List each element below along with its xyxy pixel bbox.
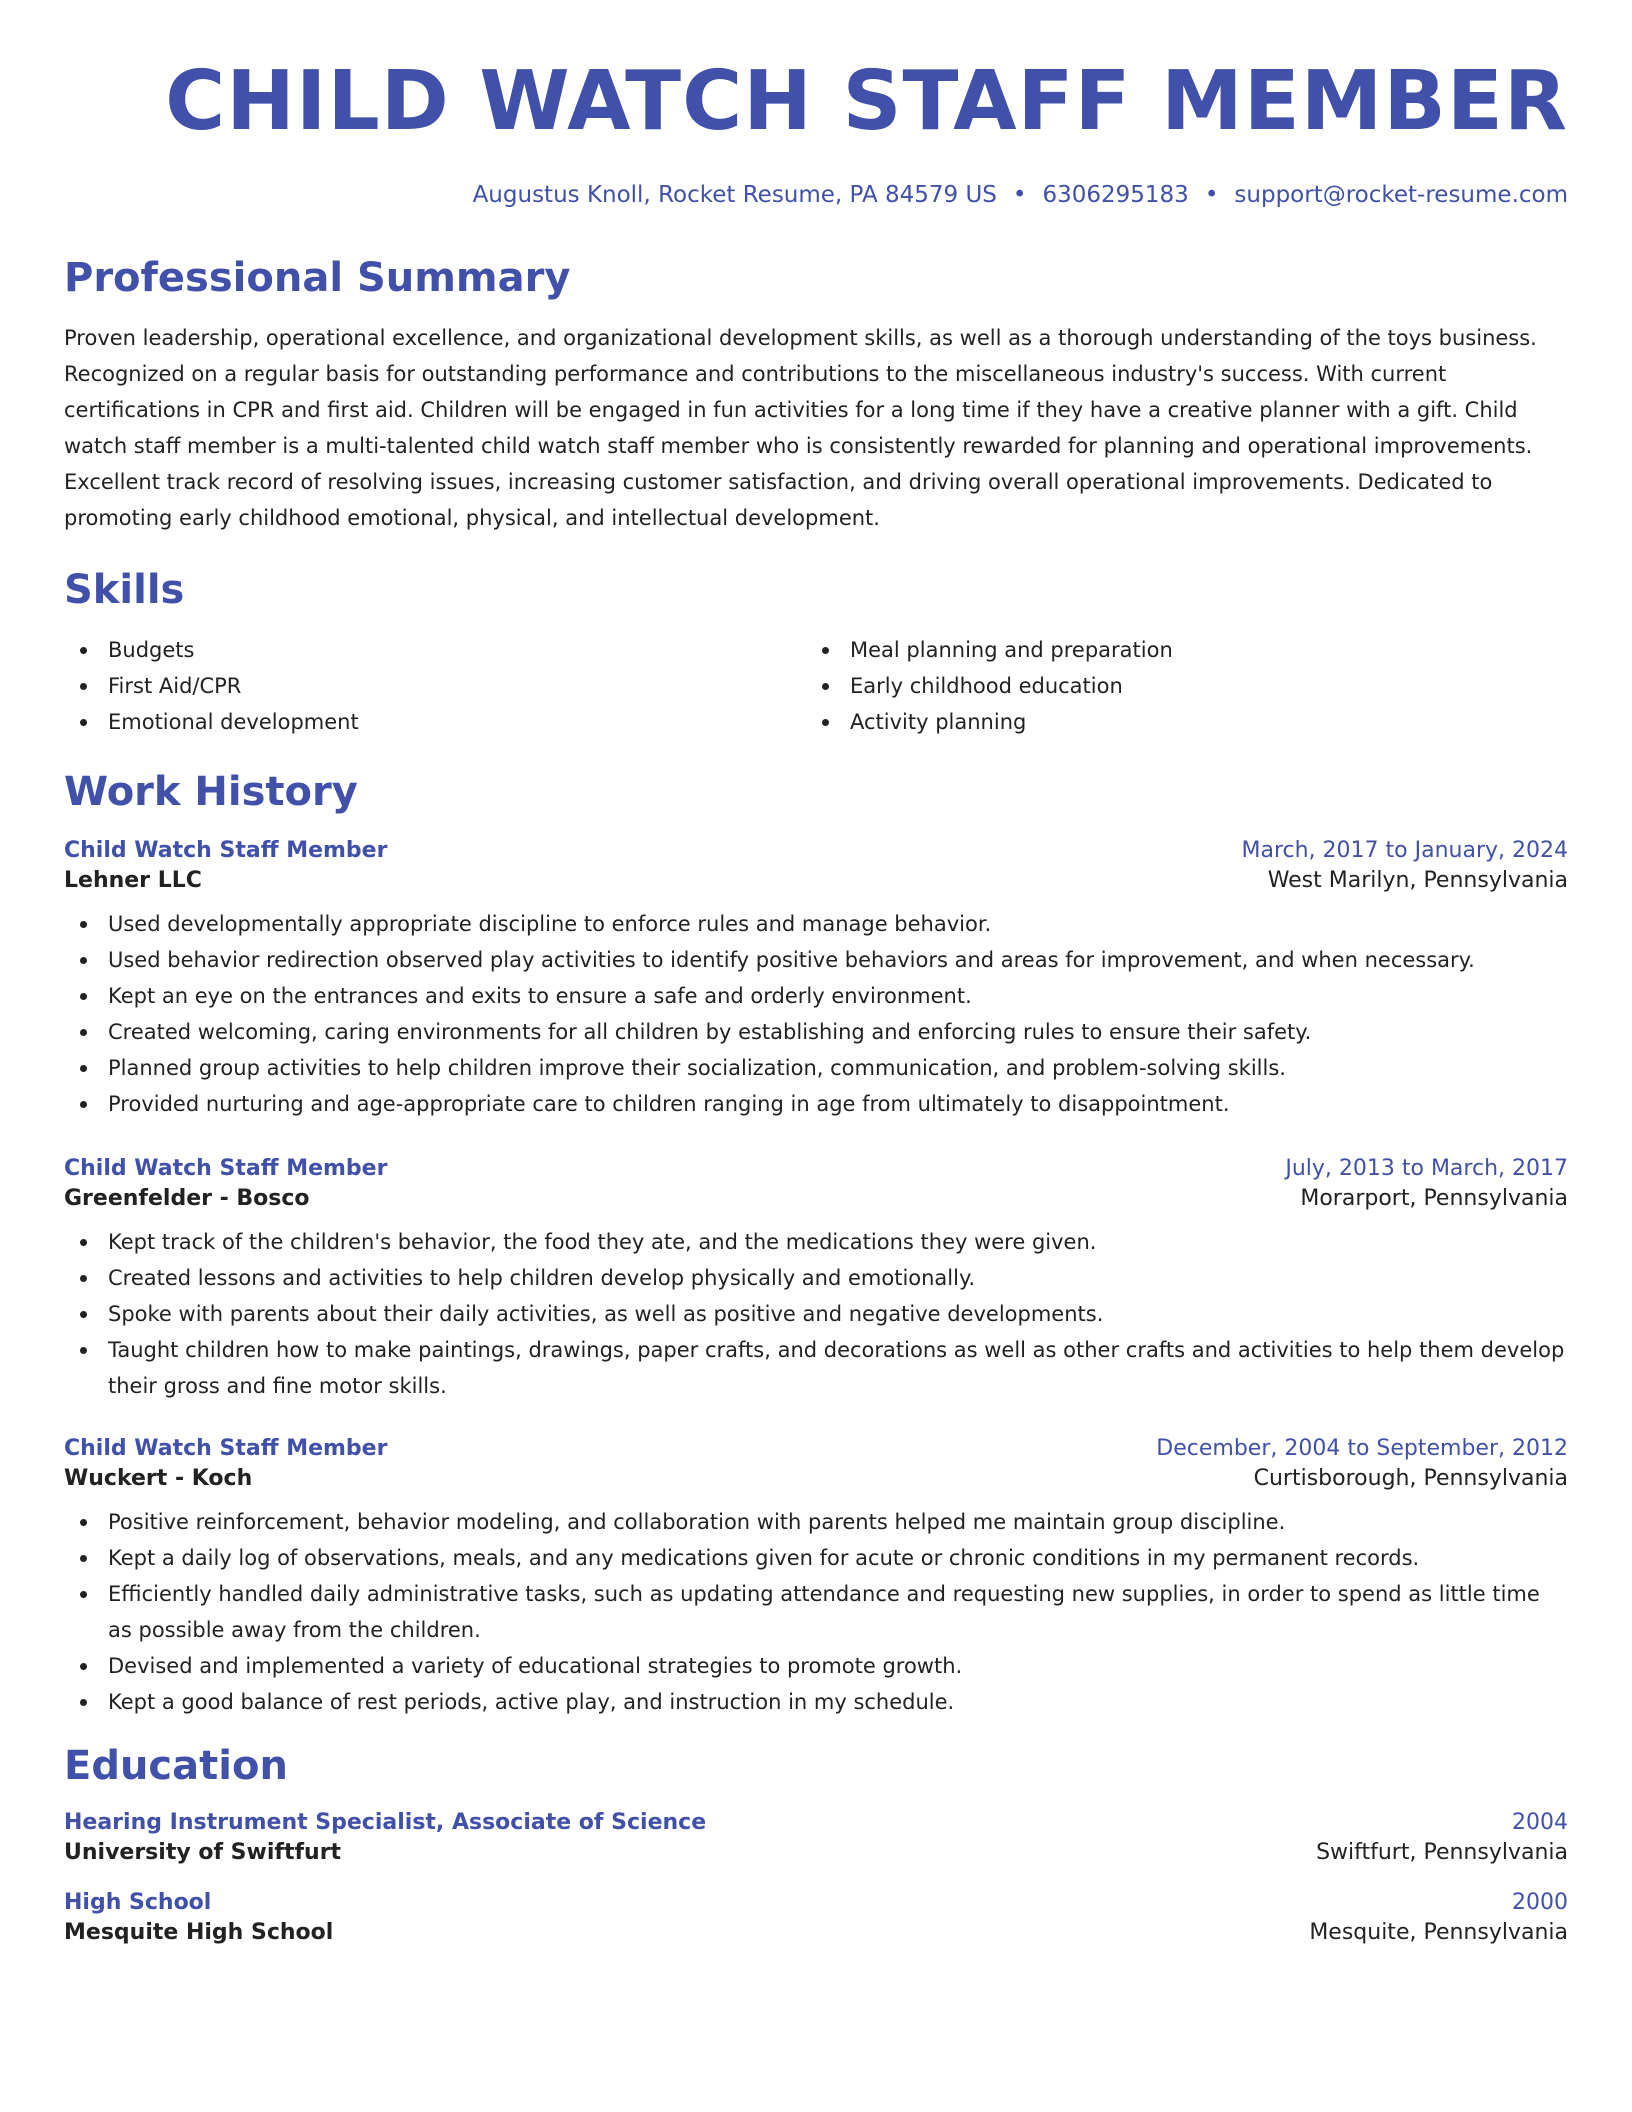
contact-separator: • — [1204, 182, 1219, 208]
education-degree: Hearing Instrument Specialist, Associate of Science — [64, 1810, 707, 1835]
job-bullets — [64, 1224, 1568, 1404]
job-title: Child Watch Staff Member — [64, 1436, 388, 1461]
contact-line — [64, 180, 1568, 210]
education-year: 2000 — [1512, 1890, 1568, 1915]
job-bullet: Used behavior redirection observed play activities to identify positive behaviors and areas for improvement, and when necessary. — [64, 942, 1568, 978]
job-location: West Marilyn, Pennsylvania — [1267, 868, 1568, 893]
skill-item: First Aid/CPR — [64, 668, 806, 704]
job-dates: July, 2013 to March, 2017 — [1285, 1156, 1568, 1181]
job-bullet: Kept track of the children's behavior, the food they ate, and the medications they were given. — [64, 1224, 1568, 1260]
job-location: Morarport, Pennsylvania — [1300, 1186, 1568, 1211]
education-entry — [64, 1888, 1568, 1948]
job-entry — [64, 1434, 1568, 1720]
job-company: Greenfelder - Bosco — [64, 1186, 310, 1211]
contact-address: Augustus Knoll, Rocket Resume, PA 84579 US — [472, 182, 997, 208]
contact-separator: • — [1012, 182, 1027, 208]
education-year: 2004 — [1512, 1810, 1568, 1835]
contact-phone: 6306295183 — [1042, 182, 1189, 208]
job-bullet: Kept an eye on the entrances and exits to ensure a safe and orderly environment. — [64, 978, 1568, 1014]
skills-heading: Skills — [64, 567, 185, 613]
education-school: Mesquite High School — [64, 1920, 334, 1945]
skill-item: Emotional development — [64, 704, 806, 740]
job-dates: March, 2017 to January, 2024 — [1241, 838, 1568, 863]
contact-email: support@rocket-resume.com — [1234, 182, 1568, 208]
job-bullet: Positive reinforcement, behavior modeling, and collaboration with parents helped me maintain group discipline. — [64, 1504, 1568, 1540]
job-entry — [64, 836, 1568, 1122]
skill-item: Meal planning and preparation — [806, 632, 1548, 668]
job-bullet: Efficiently handled daily administrative tasks, such as updating attendance and requesting new supplies, in order to spend as little time as possible away from the children. — [64, 1576, 1568, 1648]
job-bullet: Planned group activities to help children improve their socialization, communication, and problem-solving skills. — [64, 1050, 1568, 1086]
summary-text: Proven leadership, operational excellence, and organizational development skills, as well as a thorough understanding of the toys business. Recognized on a regular basis for outstanding performance and contributions to the miscellaneous industry's success. With current certifications in CPR and first aid. Children will be engaged in fun activities for a long time if they have a creative planner with a gift. Child watch staff member is a multi-talented child watch staff member who is consistently rewarded for planning and operational improvements. Excellent track record of resolving issues, increasing customer satisfaction, and driving overall operational improvements. Dedicated to promoting early childhood emotional, physical, and intellectual development. — [64, 326, 1537, 530]
skills-column-left — [64, 632, 806, 740]
job-bullet: Devised and implemented a variety of educational strategies to promote growth. — [64, 1648, 1568, 1684]
education-degree: High School — [64, 1890, 212, 1915]
job-dates: December, 2004 to September, 2012 — [1156, 1436, 1568, 1461]
job-bullet: Created lessons and activities to help children develop physically and emotionally. — [64, 1260, 1568, 1296]
education-entry — [64, 1808, 1568, 1868]
job-bullet: Kept a good balance of rest periods, active play, and instruction in my schedule. — [64, 1684, 1568, 1720]
skills-column-right — [806, 632, 1548, 740]
education-school: University of Swiftfurt — [64, 1840, 342, 1865]
skills-list — [64, 632, 1568, 740]
job-bullet: Kept a daily log of observations, meals, and any medications given for acute or chronic conditions in my permanent records. — [64, 1540, 1568, 1576]
education-location: Mesquite, Pennsylvania — [1309, 1920, 1568, 1945]
summary-heading: Professional Summary — [64, 255, 571, 301]
skill-item: Budgets — [64, 632, 806, 668]
job-location: Curtisborough, Pennsylvania — [1253, 1466, 1568, 1491]
skill-item: Early childhood education — [806, 668, 1548, 704]
job-bullet: Used developmentally appropriate discipline to enforce rules and manage behavior. — [64, 906, 1568, 942]
job-bullet: Created welcoming, caring environments for all children by establishing and enforcing rules to ensure their safety. — [64, 1014, 1568, 1050]
education-location: Swiftfurt, Pennsylvania — [1316, 1840, 1568, 1865]
education-heading: Education — [64, 1743, 288, 1789]
job-company: Lehner LLC — [64, 868, 202, 893]
skill-item: Activity planning — [806, 704, 1548, 740]
job-bullets — [64, 1504, 1568, 1720]
job-title: Child Watch Staff Member — [64, 1156, 388, 1181]
job-bullet: Taught children how to make paintings, drawings, paper crafts, and decorations as well as other crafts and activities to help them develop their gross and fine motor skills. — [64, 1332, 1568, 1404]
work-history-heading: Work History — [64, 769, 358, 815]
job-bullets — [64, 906, 1568, 1122]
job-company: Wuckert - Koch — [64, 1466, 253, 1491]
job-entry — [64, 1154, 1568, 1404]
resume-title: CHILD WATCH STAFF MEMBER — [165, 54, 1568, 149]
job-bullet: Spoke with parents about their daily activities, as well as positive and negative developments. — [64, 1296, 1568, 1332]
job-title: Child Watch Staff Member — [64, 838, 388, 863]
job-bullet: Provided nurturing and age-appropriate care to children ranging in age from ultimately to disappointment. — [64, 1086, 1568, 1122]
